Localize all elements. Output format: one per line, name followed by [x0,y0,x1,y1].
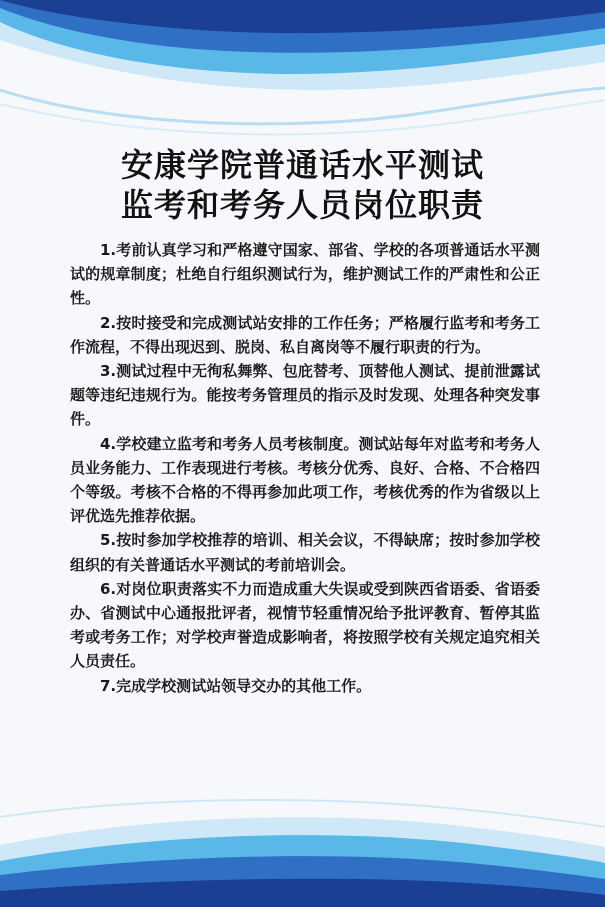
title-line-1: 安康学院普通话水平测试 [120,146,484,184]
bottom-wave-decoration [0,787,605,907]
duty-paragraph-6: 6.对岗位职责落实不力而造成重大失误或受到陕西省语委、省语委办、省测试中心通报批评者，视情节轻重情况给予批评教育、暂停其监考或考务工作；对学校声誉造成影响者，将按照学校有关规定追究相关人员责任。 [70,579,540,671]
top-wave-decoration [0,0,605,150]
duty-paragraph-5: 5.按时参加学校推荐的培训、相关会议，不得缺席；按时参加学校组织的有关普通话水平测试的考前培训会。 [70,531,540,574]
duty-paragraph-1: 1.考前认真学习和严格遵守国家、部省、学校的各项普通话水平测试的规章制度；杜绝自行组织测试行为，维护测试工作的严肃性和公正性。 [70,241,540,308]
title-line-2: 监考和考务人员岗位职责 [120,186,484,224]
duty-paragraph-3: 3.测试过程中无徇私舞弊、包庇替考、顶替他人测试、提前泄露试题等违纪违规行为。能按考务管理员的指示及时发现、处理各种突发事件。 [70,362,540,429]
duty-paragraph-2: 2.按时接受和完成测试站安排的工作任务；严格履行监考和考务工作流程，不得出现迟到、脱岗、私自离岗等不履行职责的行为。 [70,313,540,356]
duty-paragraph-4: 4.学校建立监考和考务人员考核制度。测试站每年对监考和考务人员业务能力、工作表现进行考核。考核分优秀、良好、合格、不合格四个等级。考核不合格的不得再参加此项工作，考核优秀的作为省级以上评优选先推荐依据。 [70,434,540,526]
duties-list [70,238,540,698]
duty-paragraph-7: 7.完成学校测试站领导交办的其他工作。 [100,676,372,695]
